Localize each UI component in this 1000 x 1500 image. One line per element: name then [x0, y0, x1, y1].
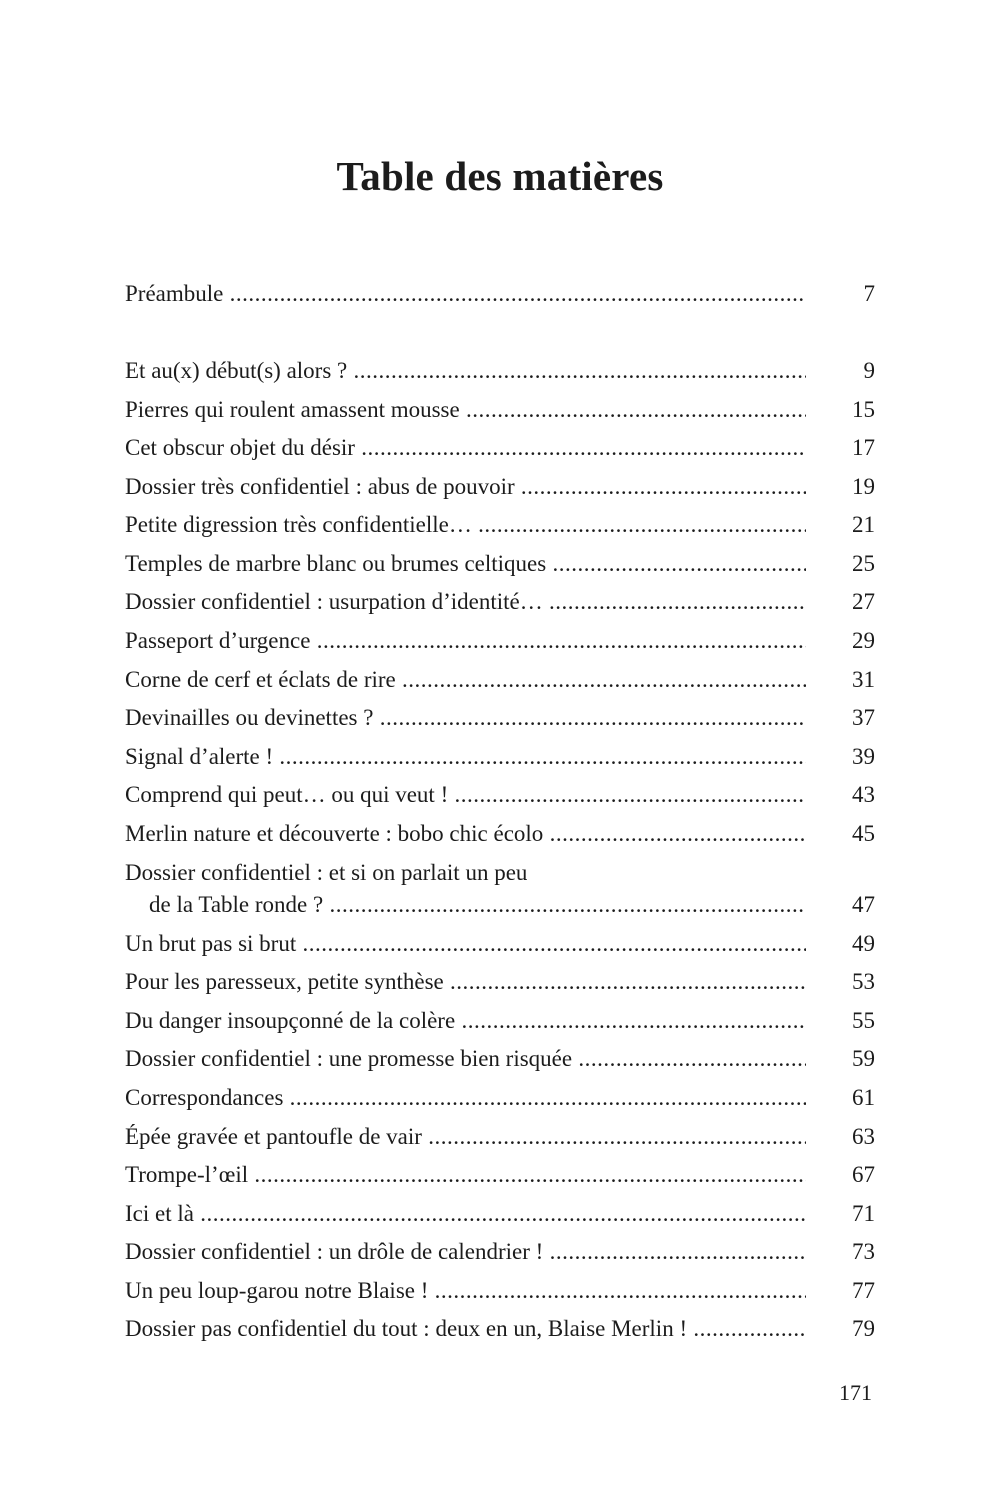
toc-entry: [125, 817, 875, 851]
toc-entry-page: 27: [852, 589, 875, 614]
toc-entry-title: Et au(x) début(s) alors ? .....: [125, 354, 806, 388]
toc-entry-page: 45: [852, 821, 875, 846]
toc-entry-title: Correspondances .....: [125, 1081, 806, 1115]
toc-entry: [125, 1235, 875, 1269]
toc-entry-title: Ici et là .....: [125, 1197, 806, 1231]
toc-entry-page: 37: [852, 705, 875, 730]
toc-entry: [125, 927, 875, 961]
toc-entry-title: Dossier confidentiel : usurpation d’identité… .....: [125, 585, 806, 619]
toc-entry-title: Dossier confidentiel : un drôle de calendrier ! .....: [125, 1235, 806, 1269]
toc-entry-title: Merlin nature et découverte : bobo chic écolo .....: [125, 817, 806, 851]
toc-entry-title: Corne de cerf et éclats de rire .....: [125, 663, 806, 697]
toc-entry: [125, 1042, 875, 1076]
toc-entry: [125, 1197, 875, 1231]
toc-entry: [125, 740, 875, 774]
toc-entry: [125, 1081, 875, 1115]
toc-entry: [125, 1004, 875, 1038]
toc-entry-title: Trompe-l’œil .....: [125, 1158, 806, 1192]
toc-entry-page: 61: [852, 1085, 875, 1110]
toc-entry: [125, 1274, 875, 1308]
toc-entry-page: 29: [852, 628, 875, 653]
toc-entry: [125, 508, 875, 542]
toc-entry: [125, 965, 875, 999]
toc-entry: [125, 1120, 875, 1154]
toc-entry-title: Comprend qui peut… ou qui veut ! .....: [125, 778, 806, 812]
toc-entry-title: de la Table ronde ? .....: [149, 888, 806, 922]
toc-entry-page: 47: [852, 892, 875, 917]
toc-entry: [125, 701, 875, 735]
toc-entry-title: Petite digression très confidentielle… .....: [125, 508, 806, 542]
table-of-contents: [125, 0, 875, 1500]
toc-entry-page: 49: [852, 931, 875, 956]
toc-entry: [125, 663, 875, 697]
toc-entry-page: 15: [852, 397, 875, 422]
toc-entry-title: Dossier pas confidentiel du tout : deux en un, Blaise Merlin ! .....: [125, 1312, 806, 1346]
toc-entry-title: Un brut pas si brut .....: [125, 927, 806, 961]
toc-entry-title-line1: Dossier confidentiel : et si on parlait un peu: [125, 860, 528, 885]
toc-entry: [125, 277, 875, 311]
toc-entry-title: Dossier confidentiel : une promesse bien risquée .....: [125, 1042, 806, 1076]
toc-entry-page: 19: [852, 474, 875, 499]
toc-entry-title: Préambule .....: [125, 277, 806, 311]
toc-entry-page: 73: [852, 1239, 875, 1264]
toc-entry: [125, 354, 875, 388]
toc-entry: [125, 778, 875, 812]
toc-entry-page: 43: [852, 782, 875, 807]
toc-entry: [125, 393, 875, 427]
toc-entry-title: Un peu loup-garou notre Blaise ! .....: [125, 1274, 806, 1308]
toc-entry-page: 79: [852, 1316, 875, 1341]
toc-entry-title: Pour les paresseux, petite synthèse .....: [125, 965, 806, 999]
toc-entry-title: Signal d’alerte ! .....: [125, 740, 806, 774]
toc-entry-title: Devinailles ou devinettes ? .....: [125, 701, 806, 735]
page-title: Table des matières: [336, 153, 664, 199]
page-number: 171: [839, 1380, 872, 1405]
toc-entry-page: 53: [852, 969, 875, 994]
toc-entry-page: 31: [852, 667, 875, 692]
toc-entry-title: Dossier très confidentiel : abus de pouvoir .....: [125, 470, 806, 504]
toc-entry: [125, 860, 875, 922]
toc-entry: [125, 624, 875, 658]
toc-entry-page: 55: [852, 1008, 875, 1033]
toc-entry: [125, 585, 875, 619]
toc-entry-page: 77: [852, 1278, 875, 1303]
toc-entry-title: Cet obscur objet du désir .....: [125, 431, 806, 465]
toc-entry-page: 21: [852, 512, 875, 537]
toc-entry: [125, 1158, 875, 1192]
toc-entry-page: 63: [852, 1124, 875, 1149]
toc-entry-page: 71: [852, 1201, 875, 1226]
toc-entry: [125, 470, 875, 504]
toc-entry-page: 7: [863, 281, 875, 306]
toc-entry-page: 59: [852, 1046, 875, 1071]
toc-entry-page: 25: [852, 551, 875, 576]
toc-entry: [125, 547, 875, 581]
toc-entry-title: Épée gravée et pantoufle de vair .....: [125, 1120, 806, 1154]
toc-entry-title: Passeport d’urgence .....: [125, 624, 806, 658]
toc-entry: [125, 431, 875, 465]
toc-entry-page: 67: [852, 1162, 875, 1187]
toc-entry-title: Pierres qui roulent amassent mousse .....: [125, 393, 806, 427]
toc-entry-title: Temples de marbre blanc ou brumes celtiques .....: [125, 547, 806, 581]
toc-entry-title: Du danger insoupçonné de la colère .....: [125, 1004, 806, 1038]
toc-entry-page: 39: [852, 744, 875, 769]
toc-entry-page: 17: [852, 435, 875, 460]
toc-entry: [125, 1312, 875, 1346]
toc-entry-page: 9: [863, 358, 875, 383]
